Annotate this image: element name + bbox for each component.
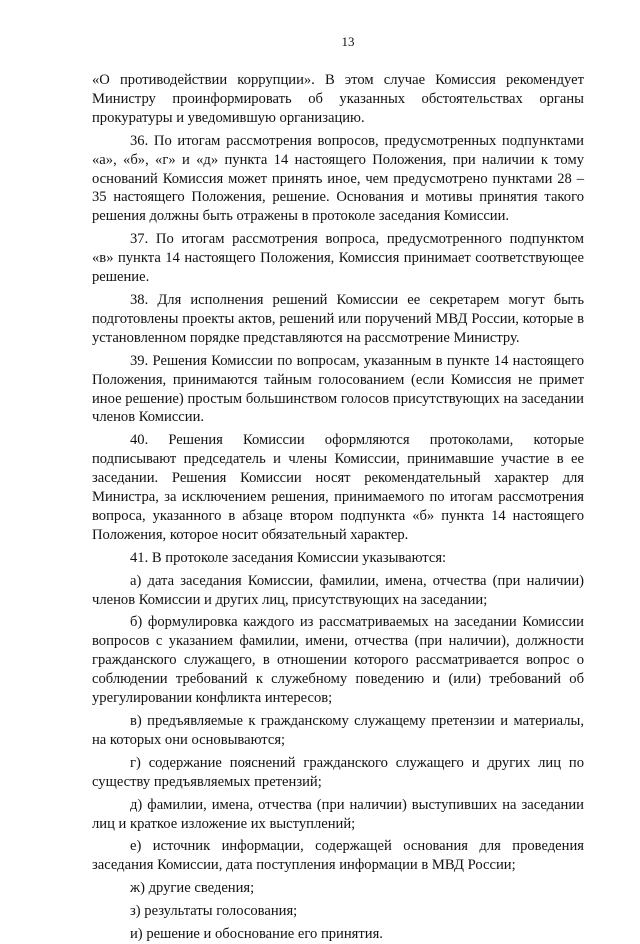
paragraph-39: 39. Решения Комиссии по вопросам, указанным в пункте 14 настоящего Положения, принимаются тайным голосованием (если Комиссия не примет иное решение) простым большинством голосов присутствующих на заседании членов Комиссии.	[92, 352, 584, 426]
paragraph-38: 38. Для исполнения решений Комиссии ее секретарем могут быть подготовлены проекты актов, решений или поручений МВД России, которые в установленном порядке представляются на рассмотрение Министру.	[92, 291, 584, 346]
subitem-d: д) фамилии, имена, отчества (при наличии) выступивших на заседании лиц и краткое изложение их выступлений;	[92, 796, 584, 832]
subitem-v: в) предъявляемые к гражданскому служащему претензии и материалы, на которых они основываются;	[92, 713, 584, 748]
paragraph-41: 41. В протоколе заседания Комиссии указываются:	[130, 549, 447, 566]
document-body	[92, 71, 584, 944]
subitem-i: и) решение и обоснование его принятия.	[130, 926, 383, 943]
paragraph-continuation: «О противодействии коррупции». В этом случае Комиссия рекомендует Министру проинформировать об указанных обстоятельствах органы прокуратуры и уведомившую организацию.	[92, 72, 584, 126]
page-number: 13	[341, 34, 355, 49]
subitem-g: г) содержание пояснений гражданского служащего и других лиц по существу предъявляемых претензий;	[92, 754, 584, 790]
subitem-e: е) источник информации, содержащей основания для проведения заседания Комиссии, дата поступления информации в МВД России;	[92, 838, 584, 874]
paragraph-40: 40. Решения Комиссии оформляются протоколами, которые подписывают председатель и члены Комиссии, принимавшие участие в ее заседании. Решения Комиссии носят рекомендательный характер для Министра, за исключением решения, принимаемого по итогам рассмотрения вопроса, указанного в абзаце втором подпункта «б» пункта 14 настоящего Положения, которое носит обязательный характер.	[92, 432, 584, 543]
paragraph-36: 36. По итогам рассмотрения вопросов, предусмотренных подпунктами «а», «б», «г» и «д» пункта 14 настоящего Положения, при наличии к тому оснований Комиссия может принять иное, чем предусмотрено пунктами 28 – 35 настоящего Положения, решение. Основания и мотивы принятия такого решения должны быть отражены в протоколе заседания Комиссии.	[92, 132, 584, 225]
subitem-zh: ж) другие сведения;	[130, 880, 255, 897]
subitem-a: а) дата заседания Комиссии, фамилии, имена, отчества (при наличии) членов Комиссии и других лиц, присутствующих на заседании;	[92, 572, 584, 608]
subitem-b: б) формулировка каждого из рассматриваемых на заседании Комиссии вопросов с указанием фамилии, имени, отчества (при наличии), должности гражданского служащего, в отношении которого рассматривается вопрос о соблюдении требований к служебному поведению и (или) требований об урегулировании конфликта интересов;	[92, 614, 584, 707]
paragraph-37: 37. По итогам рассмотрения вопроса, предусмотренного подпунктом «в» пункта 14 настоящего Положения, Комиссия принимает соответствующее решение.	[92, 231, 584, 286]
subitem-z: з) результаты голосования;	[130, 903, 298, 920]
